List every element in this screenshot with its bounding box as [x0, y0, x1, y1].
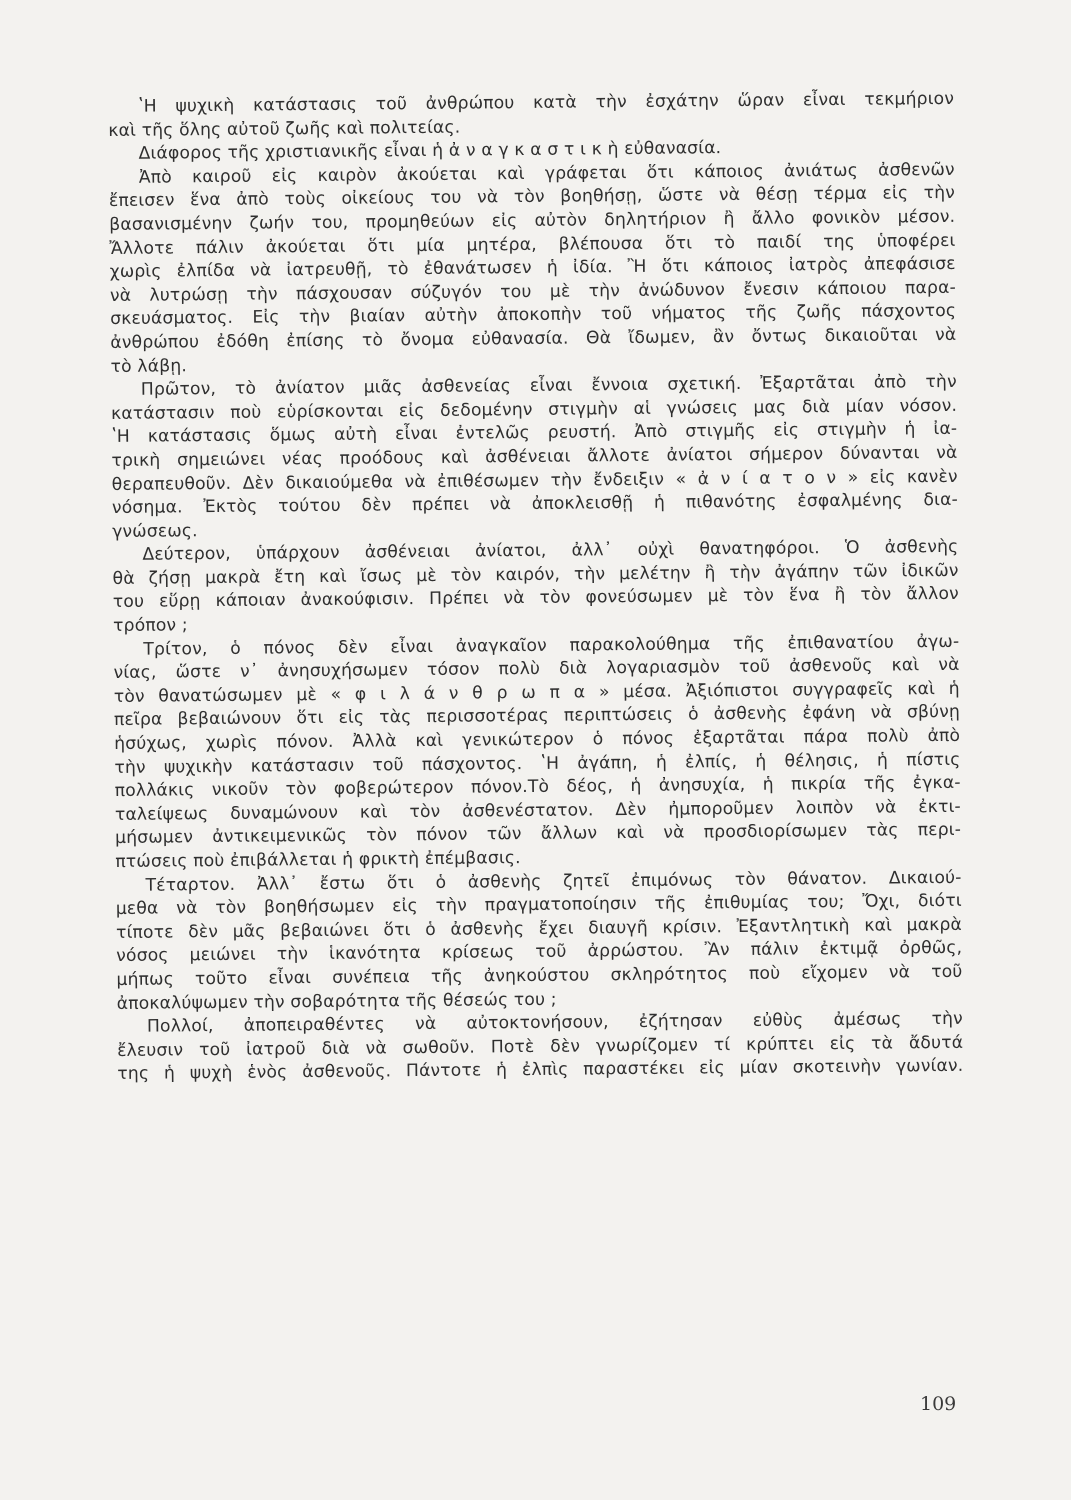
- text-line: τρικὴ σημειώνει νέας προόδους καὶ ἀσθένειαι ἄλλοτε ἀνίατοι σήμερον δύνανται νὰ: [111, 442, 958, 471]
- text-line: ἔπεισεν ἕνα ἀπὸ τοὺς οἰκείους του νὰ τὸν βοηθήσῃ, ὥστε νὰ θέσῃ τέρμα εἰς τὴν: [108, 183, 956, 212]
- text-line: τίποτε δὲν μᾶς βεβαιώνει ὅτι ὁ ἀσθενὴς ἔχει διαυγῆ κρίσιν. Ἐξαντλητικὴ καὶ μακρὰ: [115, 914, 963, 943]
- text-line: σκευάσματος. Εἰς τὴν βιαίαν αὐτὴν ἀποκοπὴν τοῦ νήματος τῆς ζωῆς πάσχοντος: [110, 301, 957, 330]
- text-line: τὸ λάβῃ.: [110, 355, 188, 377]
- text-line: καὶ τῆς ὅλης αὐτοῦ ζωῆς καὶ πολιτείας.: [108, 117, 461, 141]
- text-line: μήσωμεν ἀντικειμενικῶς τὸν πόνον τῶν ἄλλων καὶ νὰ προσδιορίσωμεν τὰς περι-: [115, 820, 962, 849]
- text-line: πολλάκις νικοῦν τὸν φοβερώτερον πόνον.Τὸ δέος, ἡ ἀνησυχία, ἡ πικρία τῆς ἐγκα-: [114, 773, 961, 802]
- text-line: Τέταρτον. Ἀλλ᾽ ἔστω ὅτι ὁ ἀσθενὴς ζητεῖ ἐπιμόνως τὸν θάνατον. Δικαιού-: [145, 867, 962, 896]
- text-line: Ἀπὸ καιροῦ εἰς καιρὸν ἀκούεται καὶ γράφεται ὅτι κάποιος ἀνιάτως ἀσθενῶν: [138, 159, 955, 188]
- text-line: χωρὶς ἐλπίδα νὰ ἰατρευθῇ, τὸ ἐθανάτωσεν ἡ ἰδία. Ἢ ὅτι κάποιος ἰατρὸς ἀπεφάσισε: [109, 254, 956, 283]
- text-line: Δεύτερον, ὑπάρχουν ἀσθένειαι ἀνίατοι, ἀλλ᾽ οὐχὶ θανατηφόροι. Ὁ ἀσθενὴς: [142, 537, 959, 565]
- text-line: ἡσύχως, χωρὶς πόνον. Ἀλλὰ καὶ γενικώτερον ὁ πόνος ἐξαρτᾶται πάρα πολὺ ἀπὸ: [114, 725, 961, 755]
- text-line: νόσημα. Ἐκτὸς τούτου δὲν πρέπει νὰ ἀποκλεισθῇ ἡ πιθανότης ἐσφαλμένης δια-: [111, 489, 959, 519]
- page-number: 109: [920, 1393, 957, 1415]
- body-text: [108, 88, 963, 1087]
- text-line: γνώσεως.: [112, 520, 198, 542]
- text-line: ʽΗ κατάστασις ὅμως αὐτὴ εἶναι ἐντελῶς ρευστή. Ἀπὸ στιγμῆς εἰς στιγμὴν ἡ ἰα-: [111, 419, 958, 448]
- text-line: ἔλευσιν τοῦ ἰατροῦ διὰ νὰ σωθοῦν. Ποτὲ δὲν γνωρίζομεν τί κρύπτει εἰς τὰ ἄδυτά: [117, 1032, 964, 1061]
- text-line: βασανισμένην ζωήν του, προμηθεύων εἰς αὐτὸν δηλητήριον ἢ ἄλλο φονικὸν μέσον.: [109, 206, 956, 235]
- text-line: του εὕρῃ κάποιαν ἀνακούφισιν. Πρέπει νὰ τὸν φονεύσωμεν μὲ τὸν ἕνα ἢ τὸν ἄλλον: [112, 584, 959, 613]
- text-line: νόσος μειώνει τὴν ἱκανότητα κρίσεως τοῦ ἀρρώστου. Ἂν πάλιν ἐκτιμᾷ ὀρθῶς,: [116, 938, 963, 967]
- text-line: Ἄλλοτε πάλιν ἀκούεται ὅτι μία μητέρα, βλέπουσα ὅτι τὸ παιδί της ὑποφέρει: [109, 230, 956, 259]
- text-line: τὴν ψυχικὴν κατάστασιν τοῦ πάσχοντος. ʽΗ ἀγάπη, ἡ ἐλπίς, ἡ θέλησις, ἡ πίστις: [114, 749, 961, 778]
- text-line: Διάφορος τῆς χριστιανικῆς εἶναι ἡ ἀ ν α γ κ α σ τ ι κ ὴ εὐθανασία.: [138, 138, 722, 164]
- text-line: μήπως τοῦτο εἶναι συνέπεια τῆς ἀνηκούστου σκληρότητος ποὺ εἴχομεν νὰ τοῦ: [116, 961, 963, 990]
- text-line: τρόπον ;: [112, 615, 188, 637]
- text-line: ταλείψεως δυναμώνουν καὶ τὸν ἀσθενέστατον. Δὲν ἠμποροῦμεν λοιπὸν νὰ ἐκτι-: [114, 796, 961, 825]
- text-line: Τρίτον, ὁ πόνος δὲν εἶναι ἀναγκαῖον παρακολούθημα τῆς ἐπιθανατίου ἀγω-: [143, 631, 960, 660]
- text-line: τὸν θανατώσωμεν μὲ « φ ι λ ά ν θ ρ ω π α » μέσα. Ἀξιόπιστοι συγγραφεῖς καὶ ἡ: [113, 678, 960, 707]
- text-line: νίας, ὥστε ν᾽ ἀνησυχήσωμεν τόσον πολὺ διὰ λογαριασμὸν τοῦ ἀσθενοῦς καὶ νὰ: [113, 655, 960, 684]
- text-line: πεῖρα βεβαιώνουν ὅτι εἰς τὰς περισσοτέρας περιπτώσεις ὁ ἀσθενὴς ἐφάνη νὰ σβύνῃ: [113, 702, 961, 731]
- text-line: θὰ ζήσῃ μακρὰ ἔτη καὶ ἴσως μὲ τὸν καιρόν, τὴν μελέτην ἢ τὴν ἀγάπην τῶν ἰδικῶν: [112, 560, 959, 589]
- text-line: ʽΗ ψυχικὴ κατάστασις τοῦ ἀνθρώπου κατὰ τὴν ἐσχάτην ὥραν εἶναι τεκμήριον: [138, 88, 955, 117]
- text-line: της ἡ ψυχὴ ἑνὸς ἀσθενοῦς. Πάντοτε ἡ ἐλπὶς παραστέκει εἰς μίαν σκοτεινὴν γωνίαν.: [117, 1056, 964, 1085]
- text-line: ἀνθρώπου ἐδόθη ἐπίσης τὸ ὄνομα εὐθανασία. Θὰ ἴδωμεν, ἂν ὄντως δικαιοῦται νὰ: [110, 324, 957, 353]
- text-line: κατάστασιν ποὺ εὑρίσκονται εἰς δεδομένην στιγμὴν αἱ γνώσεις μας διὰ μίαν νόσον.: [110, 395, 958, 424]
- text-line: ἀποκαλύψωμεν τὴν σοβαρότητα τῆς θέσεώς του ;: [116, 989, 557, 1014]
- text-line: πτώσεις ποὺ ἐπιβάλλεται ἡ φρικτὴ ἐπέμβασις.: [115, 848, 521, 872]
- text-line: Πολλοί, ἀποπειραθέντες νὰ αὐτοκτονήσουν, ἐζήτησαν εὐθὺς ἀμέσως τὴν: [146, 1008, 963, 1037]
- text-line: μεθα νὰ τὸν βοηθήσωμεν εἰς τὴν πραγματοποίησιν τῆς ἐπιθυμίας του; Ὄχι, διότι: [115, 891, 962, 920]
- text-line: Πρῶτον, τὸ ἀνίατον μιᾶς ἀσθενείας εἶναι ἔννοια σχετική. Ἐξαρτᾶται ἀπὸ τὴν: [140, 371, 957, 400]
- text-line: θεραπευθοῦν. Δὲν δικαιούμεθα νὰ ἐπιθέσωμεν τὴν ἔνδειξιν « ἀ ν ί α τ ο ν » εἰς κανὲν: [111, 466, 958, 495]
- text-line: νὰ λυτρώσῃ τὴν πάσχουσαν σύζυγόν του μὲ τὴν ἀνώδυνον ἔνεσιν κάποιου παρα-: [109, 277, 956, 306]
